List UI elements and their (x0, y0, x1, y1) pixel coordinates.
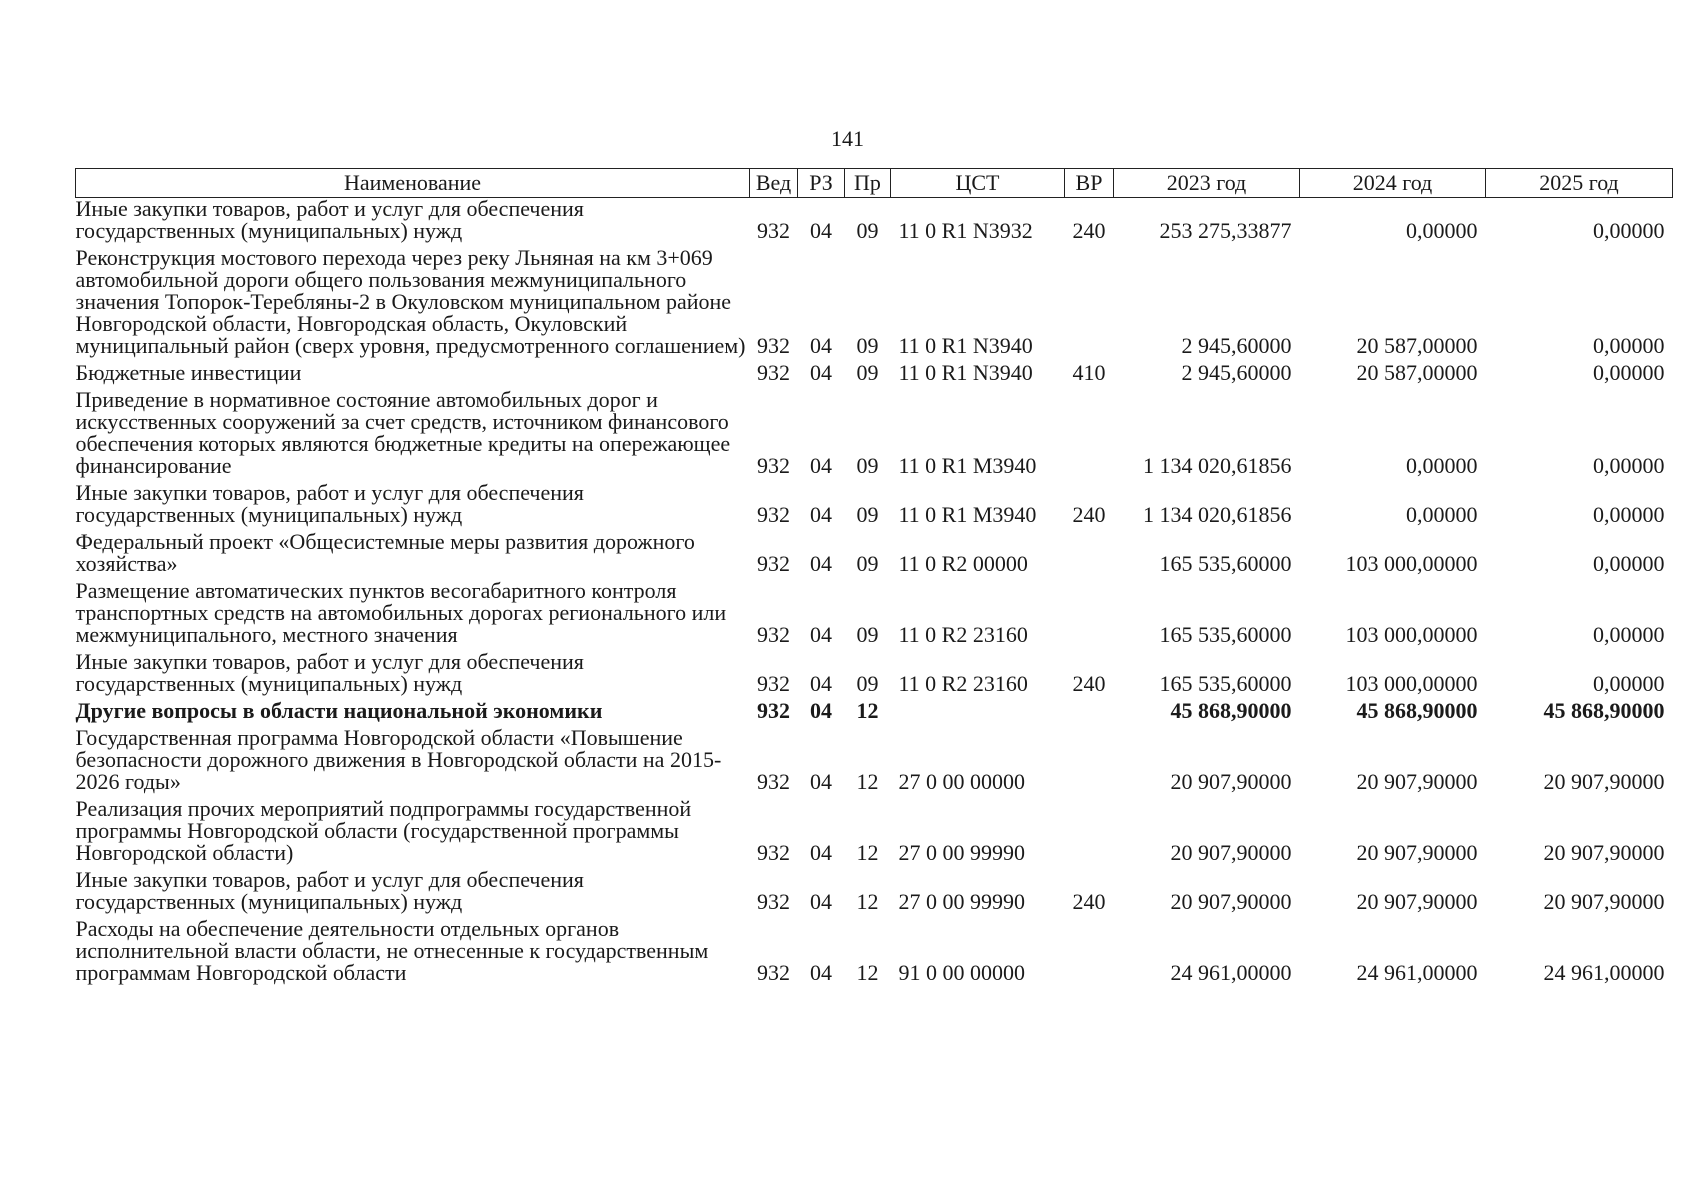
cell-cst (891, 695, 1065, 722)
cell-cst: 11 0 R1 N3940 (898, 360, 1033, 385)
cell-ved: 932 (757, 333, 790, 358)
table-row (76, 357, 1673, 384)
cell-2024: 103 000,00000 (1345, 671, 1478, 696)
cell-ved: 932 (757, 960, 790, 985)
cell-rz: 04 (810, 218, 832, 243)
table-header (76, 169, 1673, 198)
cell-cst: 27 0 00 00000 (898, 769, 1025, 794)
cell-ved: 932 (757, 218, 790, 243)
cell-ved: 932 (757, 551, 790, 576)
cell-2024: 20 907,90000 (1356, 840, 1478, 865)
cell-name: Иные закупки товаров, работ и услуг для обеспечения государственных (муниципальных) нужд (75, 480, 584, 527)
cell-pr: 09 (856, 671, 879, 696)
cell-pr: 09 (856, 551, 879, 576)
cell-name: Реализация прочих мероприятий подпрограммы государственной программы Новгородской области (государственной программы Новгородской области) (75, 796, 692, 865)
header-pr: Пр (845, 169, 891, 198)
cell-name: Реконструкция мостового перехода через реку Льняная на км 3+069 автомобильной дороги общего пользования межмуниципального значения Топорок-Теребляны-2 в Окуловском муниципальном районе Новгородской области, Новгородская область, Окуловский муниципальный район (сверх уровня, предусмотренного соглашением) (75, 245, 746, 358)
cell-2023: 2 945,60000 (1181, 333, 1292, 358)
cell-2025: 0,00000 (1593, 671, 1665, 696)
header-2024: 2024 год (1300, 169, 1486, 198)
cell-rz: 04 (810, 698, 832, 723)
cell-ved: 932 (757, 840, 790, 865)
table-row (76, 198, 1673, 243)
cell-vr (1065, 242, 1114, 357)
header-cst: ЦСТ (891, 169, 1065, 198)
cell-ved: 932 (757, 671, 790, 696)
cell-pr: 09 (856, 218, 879, 243)
page-number: 141 (831, 126, 864, 151)
cell-cst: 11 0 R2 23160 (898, 622, 1028, 647)
header-ved: Вед (750, 169, 798, 198)
cell-2023: 253 275,33877 (1159, 218, 1292, 243)
table-row (76, 793, 1673, 864)
cell-vr (1065, 793, 1114, 864)
cell-2023: 24 961,00000 (1170, 960, 1292, 985)
cell-name: Иные закупки товаров, работ и услуг для обеспечения государственных (муниципальных) нужд (75, 867, 584, 914)
cell-cst: 11 0 R2 23160 (898, 671, 1028, 696)
cell-2023: 20 907,90000 (1170, 769, 1292, 794)
cell-2023: 1 134 020,61856 (1143, 453, 1292, 478)
cell-2023: 165 535,60000 (1159, 551, 1292, 576)
table-row (76, 575, 1673, 646)
table-body (76, 198, 1673, 985)
table-row (76, 477, 1673, 526)
cell-2023: 20 907,90000 (1170, 889, 1292, 914)
cell-2025: 20 907,90000 (1543, 769, 1665, 794)
cell-rz: 04 (810, 960, 832, 985)
header-2025: 2025 год (1486, 169, 1673, 198)
cell-pr: 09 (856, 502, 879, 527)
cell-2023: 165 535,60000 (1159, 622, 1292, 647)
cell-cst: 11 0 R1 N3940 (898, 333, 1033, 358)
cell-rz: 04 (810, 622, 832, 647)
cell-cst: 11 0 R1 M3940 (898, 502, 1037, 527)
cell-2024: 0,00000 (1406, 502, 1478, 527)
cell-2023: 45 868,90000 (1170, 698, 1292, 723)
cell-rz: 04 (810, 671, 832, 696)
table-row (76, 722, 1673, 793)
cell-2024: 103 000,00000 (1345, 551, 1478, 576)
header-vr: ВР (1065, 169, 1114, 198)
cell-pr: 09 (856, 333, 879, 358)
cell-cst: 11 0 R1 N3932 (898, 218, 1033, 243)
cell-vr: 240 (1072, 502, 1106, 527)
cell-name: Иные закупки товаров, работ и услуг для обеспечения государственных (муниципальных) нужд (75, 196, 584, 243)
cell-2023: 2 945,60000 (1181, 360, 1292, 385)
cell-rz: 04 (810, 453, 832, 478)
table-row (76, 864, 1673, 913)
cell-2024: 20 587,00000 (1356, 333, 1478, 358)
cell-2025: 0,00000 (1593, 453, 1665, 478)
cell-rz: 04 (810, 551, 832, 576)
cell-2025: 20 907,90000 (1543, 840, 1665, 865)
cell-rz: 04 (810, 333, 832, 358)
cell-name: Размещение автоматических пунктов весогабаритного контроля транспортных средств на автомобильных дорогах регионального или межмуниципального, местного значения (75, 578, 727, 647)
table-row (76, 695, 1673, 722)
cell-2023: 165 535,60000 (1159, 671, 1292, 696)
cell-2025: 24 961,00000 (1543, 960, 1665, 985)
cell-2024: 20 907,90000 (1356, 769, 1478, 794)
cell-ved: 932 (757, 769, 790, 794)
table-row (76, 242, 1673, 357)
cell-cst: 27 0 00 99990 (898, 840, 1025, 865)
cell-vr (1065, 575, 1114, 646)
cell-pr: 12 (856, 698, 879, 723)
header-name: Наименование (76, 169, 750, 198)
cell-pr: 09 (856, 360, 879, 385)
cell-vr (1065, 913, 1114, 984)
cell-rz: 04 (810, 840, 832, 865)
cell-cst: 11 0 R1 M3940 (898, 453, 1037, 478)
cell-ved: 932 (757, 889, 790, 914)
cell-pr: 12 (856, 840, 879, 865)
cell-2025: 0,00000 (1593, 218, 1665, 243)
cell-2025: 45 868,90000 (1543, 698, 1665, 723)
cell-vr (1065, 384, 1114, 477)
cell-vr: 240 (1072, 889, 1106, 914)
cell-cst: 91 0 00 00000 (898, 960, 1025, 985)
cell-pr: 09 (856, 453, 879, 478)
cell-2024: 24 961,00000 (1356, 960, 1478, 985)
cell-2024: 103 000,00000 (1345, 622, 1478, 647)
cell-2024: 0,00000 (1406, 218, 1478, 243)
cell-2024: 20 587,00000 (1356, 360, 1478, 385)
cell-2023: 1 134 020,61856 (1143, 502, 1292, 527)
cell-name: Другие вопросы в области национальной экономики (75, 698, 603, 723)
cell-2024: 45 868,90000 (1356, 698, 1478, 723)
cell-pr: 09 (856, 622, 879, 647)
cell-name: Бюджетные инвестиции (75, 360, 302, 385)
cell-ved: 932 (757, 360, 790, 385)
cell-rz: 04 (810, 502, 832, 527)
budget-table (75, 168, 1673, 984)
cell-ved: 932 (757, 622, 790, 647)
cell-ved: 932 (757, 453, 790, 478)
cell-2025: 20 907,90000 (1543, 889, 1665, 914)
cell-2024: 0,00000 (1406, 453, 1478, 478)
cell-ved: 932 (757, 502, 790, 527)
cell-2025: 0,00000 (1593, 333, 1665, 358)
header-2023: 2023 год (1114, 169, 1300, 198)
cell-name: Федеральный проект «Общесистемные меры развития дорожного хозяйства» (75, 529, 695, 576)
cell-pr: 12 (856, 889, 879, 914)
cell-vr (1065, 526, 1114, 575)
cell-vr: 410 (1072, 360, 1106, 385)
table-row (76, 526, 1673, 575)
cell-vr: 240 (1072, 671, 1106, 696)
cell-vr (1065, 722, 1114, 793)
cell-2024: 20 907,90000 (1356, 889, 1478, 914)
cell-rz: 04 (810, 360, 832, 385)
cell-rz: 04 (810, 769, 832, 794)
cell-vr (1065, 695, 1114, 722)
header-rz: РЗ (798, 169, 845, 198)
cell-vr: 240 (1072, 218, 1106, 243)
table-row (76, 646, 1673, 695)
cell-name: Государственная программа Новгородской области «Повышение безопасности дорожного движения в Новгородской области на 2015-2026 годы» (75, 725, 722, 794)
table-row (76, 913, 1673, 984)
cell-name: Иные закупки товаров, работ и услуг для обеспечения государственных (муниципальных) нужд (75, 649, 584, 696)
cell-2023: 20 907,90000 (1170, 840, 1292, 865)
cell-pr: 12 (856, 769, 879, 794)
cell-pr: 12 (856, 960, 879, 985)
cell-rz: 04 (810, 889, 832, 914)
cell-2025: 0,00000 (1593, 622, 1665, 647)
cell-2025: 0,00000 (1593, 551, 1665, 576)
cell-cst: 11 0 R2 00000 (898, 551, 1028, 576)
cell-cst: 27 0 00 99990 (898, 889, 1025, 914)
cell-2025: 0,00000 (1593, 360, 1665, 385)
table-row (76, 384, 1673, 477)
cell-name: Приведение в нормативное состояние автомобильных дорог и искусственных сооружений за счет средств, источником финансового обеспечения которых являются бюджетные кредиты на опережающее финансирование (75, 387, 731, 478)
cell-ved: 932 (757, 698, 790, 723)
cell-2025: 0,00000 (1593, 502, 1665, 527)
cell-name: Расходы на обеспечение деятельности отдельных органов исполнительной власти области, не отнесенные к государственным программам Новгородской области (75, 916, 709, 985)
